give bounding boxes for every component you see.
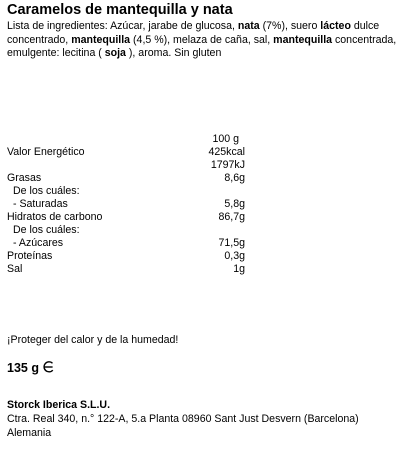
ingredients-text: (7%), suero xyxy=(259,20,321,32)
nutrition-value: 0,3g xyxy=(224,250,245,262)
ingredients-text: (4,5 %), melaza de caña, sal, xyxy=(130,33,274,46)
nutrition-value: 71,5g xyxy=(218,237,245,249)
nutrition-value: 425kcal xyxy=(208,146,245,158)
allergen-term: mantequilla xyxy=(71,33,131,46)
nutrition-value: 8,6g xyxy=(224,172,245,184)
nutrition-value: 5,8g xyxy=(224,198,245,210)
nutrition-row xyxy=(7,172,245,185)
nutrition-label: Valor Energético xyxy=(7,146,85,158)
storage-warning: ¡Proteger del calor y de la humedad! xyxy=(7,334,179,346)
allergen-term: nata xyxy=(237,20,260,32)
company-name: Storck Iberica S.L.U. xyxy=(7,399,111,411)
nutrition-row xyxy=(7,263,245,276)
nutrition-value: 86,7g xyxy=(218,211,245,223)
ingredients-text: ), aroma. Sin gluten xyxy=(125,47,222,59)
nutrition-row xyxy=(7,185,245,198)
allergen-term: lácteo xyxy=(320,20,351,32)
nutrition-label: De los cuáles: xyxy=(13,185,80,197)
nutrition-row xyxy=(7,237,245,250)
nutrition-label: - Saturadas xyxy=(13,198,68,210)
estimated-sign-icon xyxy=(41,360,55,374)
nutrition-row xyxy=(7,224,245,237)
nutrition-table xyxy=(7,133,245,276)
allergen-term: soja xyxy=(104,47,126,59)
nutrition-row xyxy=(7,159,245,172)
ingredients-text: dulce concentrado, xyxy=(7,20,380,46)
net-weight-value: 135 g xyxy=(7,361,39,375)
nutrition-label: - Azúcares xyxy=(13,237,64,249)
company-info xyxy=(7,398,359,440)
nutrition-row xyxy=(7,198,245,211)
nutrition-label: Grasas xyxy=(7,172,42,184)
ingredients-list xyxy=(7,20,397,61)
nutrition-header: 100 g xyxy=(212,133,239,145)
nutrition-value: 1g xyxy=(233,263,245,275)
nutrition-row xyxy=(7,250,245,263)
nutrition-label: De los cuáles: xyxy=(13,224,80,236)
allergen-term: mantequilla xyxy=(273,33,333,46)
nutrition-row xyxy=(7,211,245,224)
ingredients-text: concentrada, emulgente: lecitina ( xyxy=(7,33,397,59)
nutrition-label: Sal xyxy=(7,263,23,275)
nutrition-label: Proteínas xyxy=(7,250,53,262)
product-title: Caramelos de mantequilla y nata xyxy=(7,2,233,18)
company-country: Alemania xyxy=(7,427,52,439)
nutrition-value: 1797kJ xyxy=(210,159,245,171)
company-address: Ctra. Real 340, n.° 122-A, 5.a Planta 08960 Sant Just Desvern (Barcelona) xyxy=(7,413,359,425)
nutrition-label: Hidratos de carbono xyxy=(7,211,103,223)
net-weight xyxy=(7,360,55,375)
nutrition-header-row xyxy=(7,133,245,146)
nutrition-row xyxy=(7,146,245,159)
ingredients-text: Lista de ingredientes: Azúcar, jarabe de glucosa, xyxy=(7,20,238,32)
